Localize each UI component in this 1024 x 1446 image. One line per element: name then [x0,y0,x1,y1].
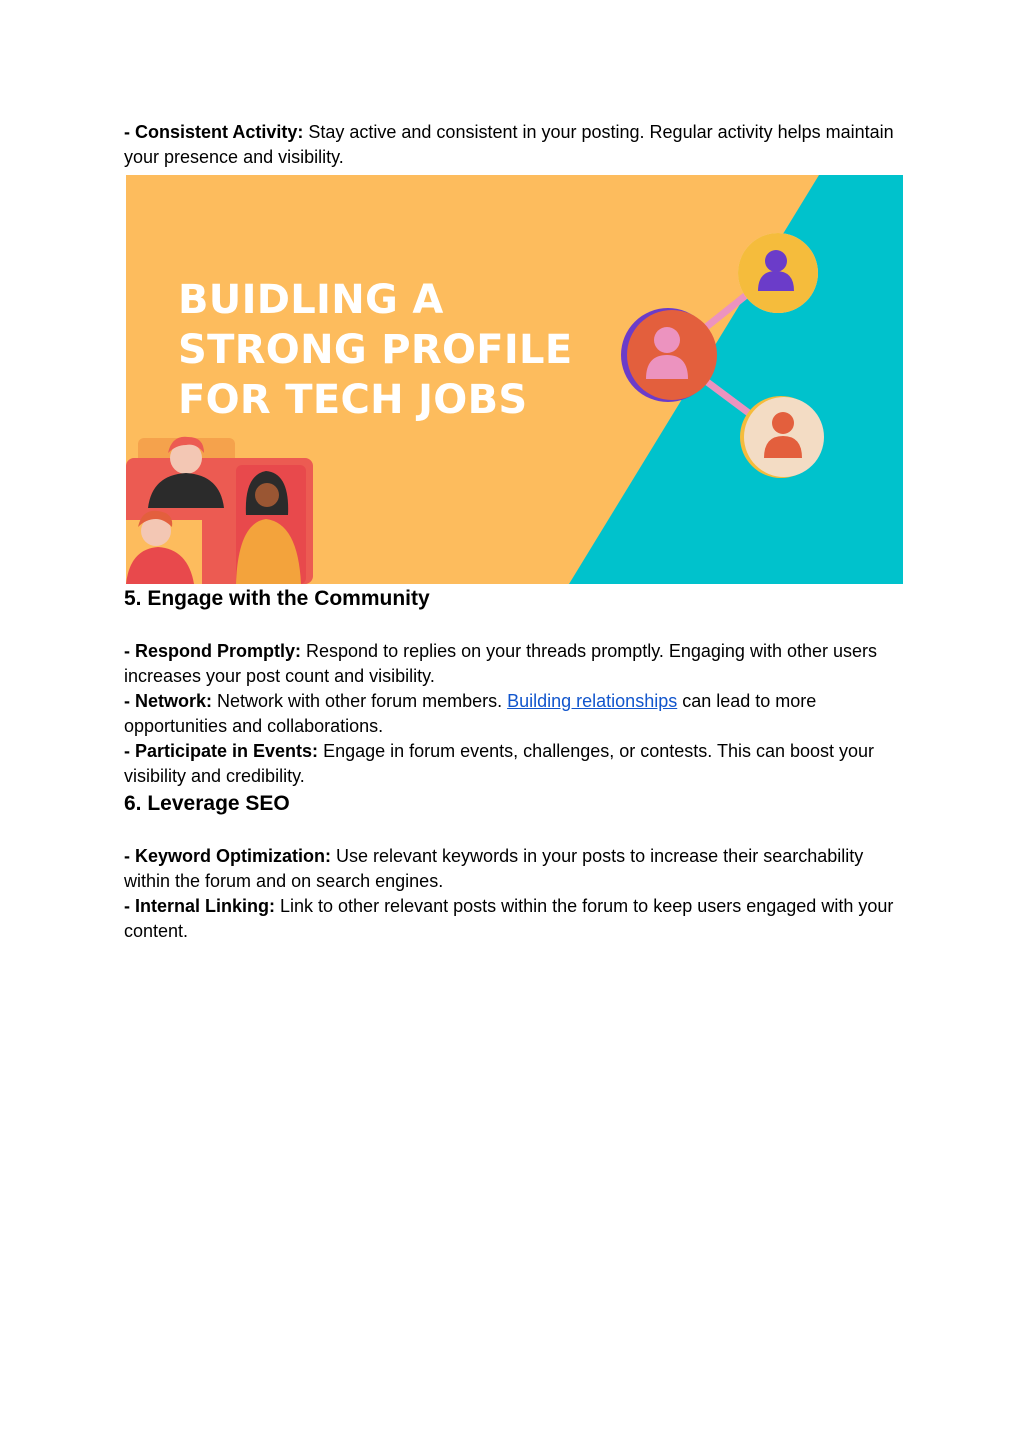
participate-events-text: Engage in forum events, challenges, or contests. This can boost your visibility and credibility. [124,741,875,786]
banner-title [178,275,572,425]
participate-events-paragraph [124,739,904,789]
banner-image [126,175,903,584]
user-node-cream [740,396,824,478]
keyword-optimization-paragraph [124,844,904,894]
banner-title-line-1: BUIDLING A [178,277,444,323]
internal-linking-text: Link to other relevant posts within the forum to keep users engaged with your content. [124,896,894,941]
respond-promptly-label: - Respond Promptly: [124,641,302,661]
banner-title-line-2: STRONG PROFILE [178,327,573,373]
section-6-heading: 6. Leverage SEO [124,792,290,815]
building-relationships-link[interactable]: Building relationships [507,691,678,711]
consistent-activity-label: - Consistent Activity: [124,122,304,142]
banner-title-line-3: FOR TECH JOBS [178,377,528,423]
internal-linking-paragraph [124,894,904,944]
network-text-after: can lead to more opportunities and collaborations. [124,691,817,736]
keyword-optimization-label: - Keyword Optimization: [124,846,331,866]
network-text-before: Network with other forum members. [212,691,508,711]
respond-promptly-text: Respond to replies on your threads promptly. Engaging with other users increases your post count and visibility. [124,641,877,686]
network-label: - Network: [124,691,213,711]
spacer [124,819,904,844]
respond-promptly-paragraph [124,639,904,689]
document-page [124,120,904,944]
spacer [124,614,904,639]
participate-events-label: - Participate in Events: [124,741,319,761]
user-node-orange [621,308,717,402]
consistent-activity-paragraph [124,120,904,170]
consistent-activity-text: Stay active and consistent in your posting. Regular activity helps maintain your presence and visibility. [124,122,894,167]
people-illustration [126,437,313,584]
user-node-yellow [738,233,818,313]
section-5-heading: 5. Engage with the Community [124,587,430,610]
keyword-optimization-text: Use relevant keywords in your posts to increase their searchability within the forum and on search engines. [124,846,864,891]
network-paragraph [124,689,904,739]
internal-linking-label: - Internal Linking: [124,896,275,916]
